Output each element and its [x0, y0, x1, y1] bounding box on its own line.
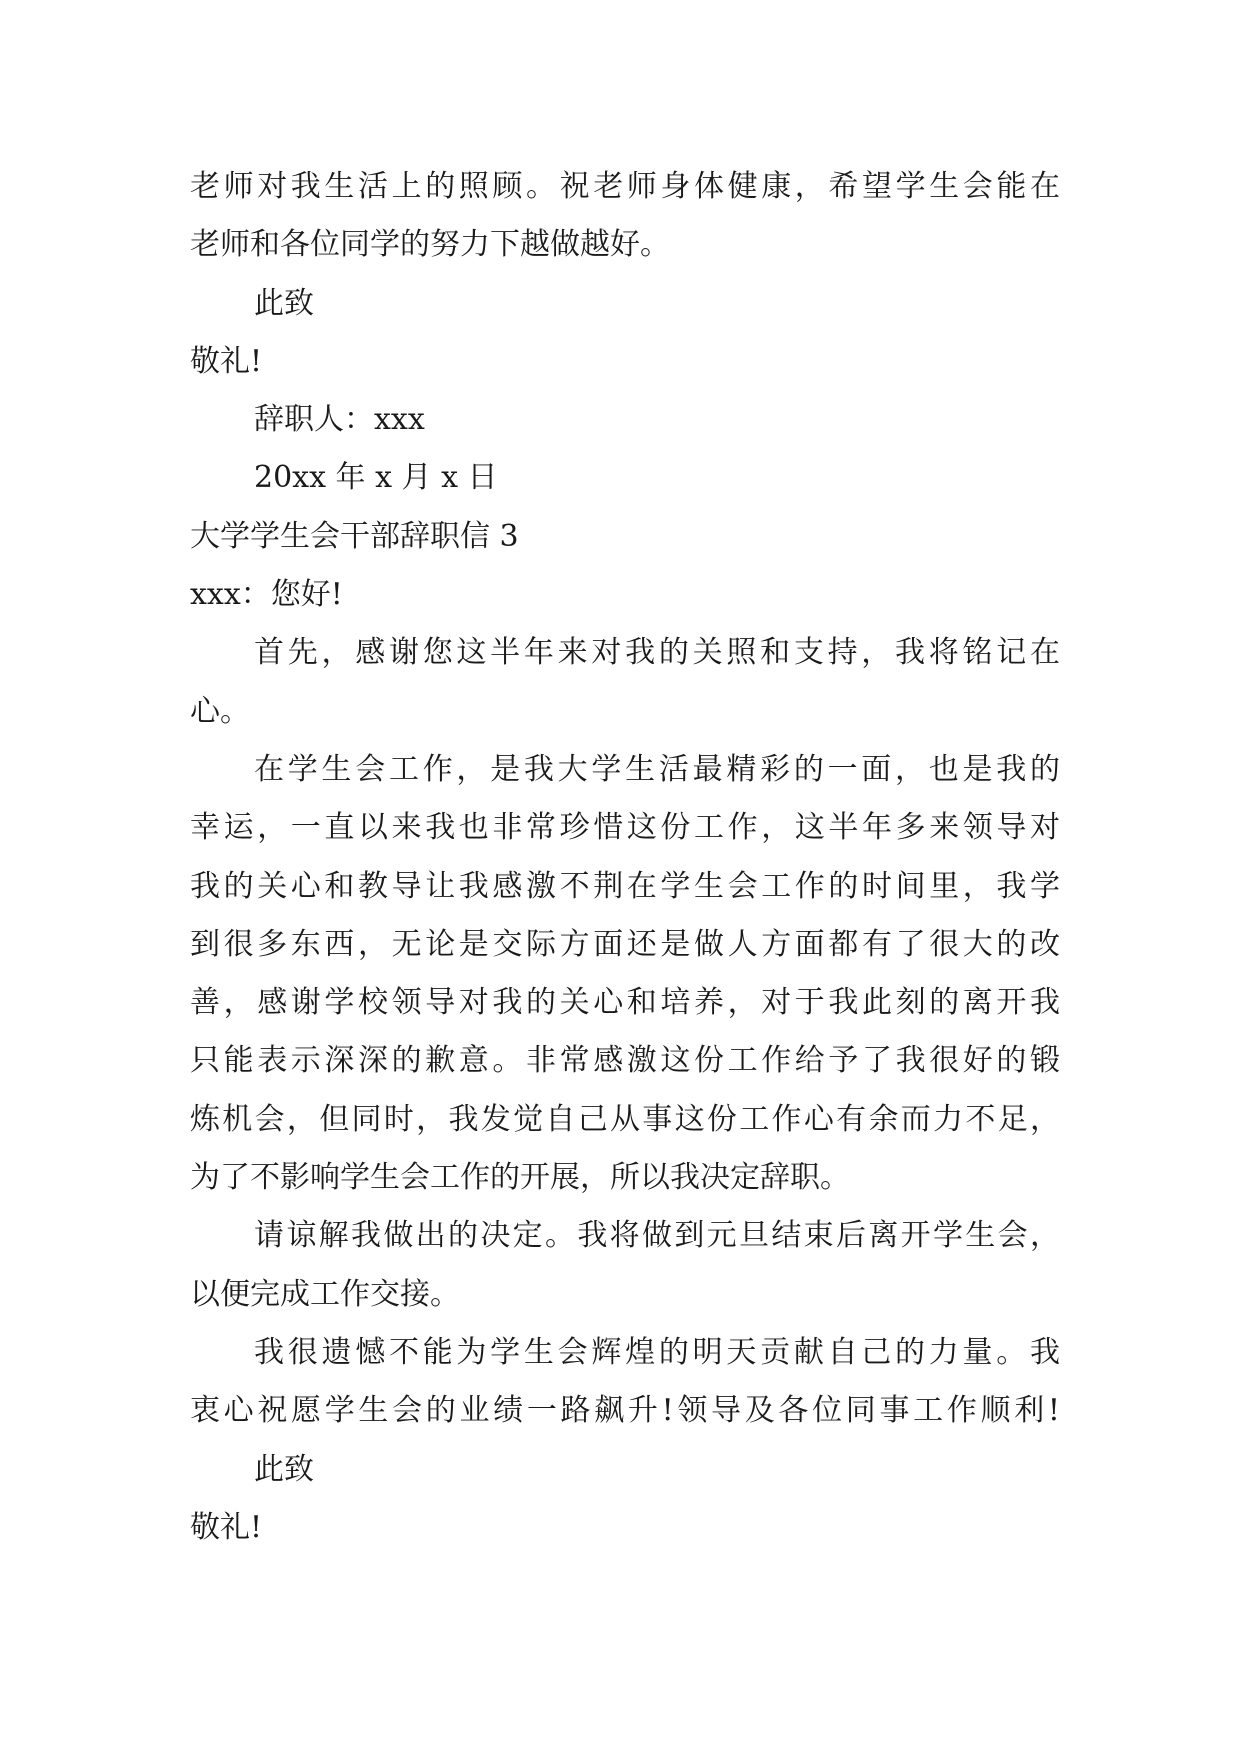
greeting-line: xxx：您好!: [190, 577, 343, 613]
paragraph-line: 首先，感谢您这半年来对我的关照和支持，我将铭记在: [254, 635, 1060, 671]
section-title: 大学学生会干部辞职信 3: [190, 518, 519, 554]
paragraph-line: 我的关心和教导让我感激不荆在学生会工作的时间里，我学: [190, 868, 1060, 904]
paragraph-line: 到很多东西，无论是交际方面还是做人方面都有了很大的改: [190, 926, 1060, 962]
letter-body: [190, 158, 1060, 1557]
signer-line: 辞职人：xxx: [254, 402, 425, 438]
salutation-text: 敬礼!: [190, 1509, 263, 1545]
paragraph-line: 心。: [190, 693, 250, 729]
paragraph-line: 在学生会工作，是我大学生活最精彩的一面，也是我的: [254, 751, 1060, 787]
body-line: 老师和各位同学的努力下越做越好。: [190, 227, 670, 263]
paragraph-line: 只能表示深深的歉意。非常感激这份工作给予了我很好的锻: [190, 1043, 1060, 1079]
closing-text: 此致: [254, 285, 314, 321]
paragraph-line: 幸运，一直以来我也非常珍惜这份工作，这半年多来领导对: [190, 810, 1060, 846]
date-line: 20xx 年 x 月 x 日: [254, 460, 498, 496]
paragraph-line: 以便完成工作交接。: [190, 1276, 460, 1312]
paragraph-line: 我很遗憾不能为学生会辉煌的明天贡献自己的力量。我: [254, 1334, 1060, 1370]
paragraph-line: 善，感谢学校领导对我的关心和培养，对于我此刻的离开我: [190, 985, 1060, 1021]
salutation-text: 敬礼!: [190, 343, 263, 379]
body-line: 老师对我生活上的照顾。祝老师身体健康，希望学生会能在: [190, 169, 1060, 204]
paragraph-line: 为了不影响学生会工作的开展，所以我决定辞职。: [190, 1160, 850, 1196]
paragraph-line: 请谅解我做出的决定。我将做到元旦结束后离开学生会，: [254, 1218, 1060, 1254]
paragraph-line: 炼机会，但同时，我发觉自己从事这份工作心有余而力不足，: [190, 1101, 1060, 1137]
closing-text: 此致: [254, 1451, 314, 1487]
paragraph-line: 衷心祝愿学生会的业绩一路飙升!领导及各位同事工作顺利!: [190, 1393, 1060, 1429]
